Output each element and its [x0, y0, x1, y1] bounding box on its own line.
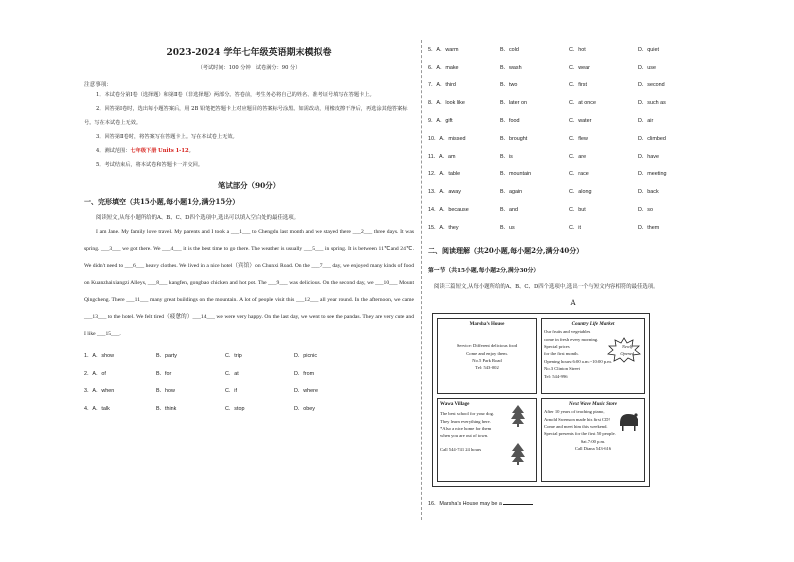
cloze-instructions: 阅读短文,从每小题所给的A、B、C、D四个选项中,选出可以填入空白处的最佳选项。	[96, 215, 300, 221]
ad-line: Call 544-741 24 hours	[440, 446, 482, 452]
note-scope-suffix: 。	[188, 148, 194, 154]
note-item: 2．回答第Ⅰ卷时，选出每小题答案后，用 2B 铅笔把答题卡上对应题目的答案标号涂黑。如需改动，用橡皮擦干净后，再选涂其他答案标号。写在本试卷上无效。	[84, 106, 408, 126]
note-scope-highlight: 七年级下册 Units 1-12	[130, 148, 189, 154]
option-a: 13．A．away	[428, 189, 461, 196]
option-c: C．it	[569, 224, 581, 231]
option-b: B．mountain	[500, 171, 532, 178]
option-d: D．from	[294, 370, 315, 377]
option-d: D．quiet	[638, 46, 659, 53]
ad-title: Wawa Village	[440, 401, 470, 407]
option-b: B．wash	[500, 64, 522, 71]
option-a: 9．A．gift	[428, 118, 453, 125]
option-c: C．water	[569, 118, 592, 125]
option-c: C．trip	[225, 352, 242, 359]
ad-line: Our fruits and vegetables	[544, 329, 591, 335]
question-16-text: 16．Marsha’s House may be a	[428, 500, 502, 507]
option-b: B．later on	[500, 100, 527, 107]
option-a: 15．A．they	[428, 224, 459, 231]
option-a: 10．A．missed	[428, 135, 466, 142]
option-row	[428, 40, 718, 58]
option-row	[428, 147, 718, 165]
ad-line: They learn everything here.	[440, 418, 491, 424]
written-part-title: 笔试部分（90分）	[217, 181, 281, 190]
passage-letter: A	[570, 298, 576, 307]
option-a: 4．A．talk	[84, 406, 110, 413]
option-d: D．them	[638, 224, 660, 231]
option-d: D．air	[638, 118, 654, 125]
option-b: B．and	[500, 207, 518, 214]
cloze-options-left	[84, 346, 414, 417]
cloze-passage: I am Jane. My family love travel. My parents and I took a ___1___ to Chengdu last month and we stayed there ___2___ three days. It was spring. ___3___ we got there. We ___4___ it is the best time to go there. The weather is usually ___5___ in spring. It is between 11℃and 24℃. We didn't need to ___6___ heavy clothes. We lived in a nice hotel（宾馆）on Chunxi Road. On the ___7___ day, we enjoyed many kinds of food on Kuanzhaixiangzi Alleys, ___8___ kangfen, gongbao chicken and hot pot. The ___9___ was delicious. On the second day, we ___10___ Mount Qingcheng. There ___11___ many great buildings on the mountain. A lot of people visit this ___12___ all year round. In the afternoon, we came ___13___ to the hotel. We felt tired（疲惫的）___14___ we were very happy. On the last day, we went to see the pandas. They are very cute and I like ___15___.	[84, 229, 414, 337]
option-b: B．food	[500, 118, 520, 125]
option-d: D．climbed	[638, 135, 666, 142]
option-d: D．where	[294, 388, 318, 395]
option-a: 8．A．look like	[428, 100, 465, 107]
ad-line: Special presents for the first 50 people.	[544, 431, 616, 437]
option-a: 11．A．am	[428, 153, 456, 160]
option-b: B．two	[500, 82, 518, 89]
option-a: 12．A．table	[428, 171, 461, 178]
ad-title: Marsha’s House	[469, 321, 505, 327]
option-d: D．so	[638, 207, 653, 214]
ad-line: After 10 years of teaching piano,	[544, 409, 605, 415]
reading-section-title: 二、阅读理解（共20小题,每小题2分,满分40分）	[428, 245, 584, 255]
option-c: C．along	[569, 189, 592, 196]
option-c: C．are	[569, 153, 587, 160]
note-item: 1．本试卷分第Ⅰ卷（选择题）和第Ⅱ卷（非选择题）两部分。答卷前，考生务必将自己的姓名、准考证号填写在答题卡上。	[96, 92, 375, 98]
exam-info: （考试时间：100 分钟 试卷满分：90 分）	[197, 65, 301, 71]
column-divider	[421, 40, 422, 520]
reading-subsection-title: 第一节（共15小题,每小题2分,满分30分）	[428, 267, 540, 274]
right-column	[428, 40, 718, 507]
option-c: C．stop	[225, 406, 245, 413]
option-c: C．first	[569, 82, 587, 89]
note-scope-prefix: 4．测试范围：	[96, 148, 131, 154]
ad-line: Arnold Swenson made his first CD!	[544, 416, 610, 422]
option-d: D．obey	[294, 406, 315, 413]
option-d: D．back	[638, 189, 659, 196]
ad-line: Come and meet him this weekend.	[544, 423, 608, 429]
cloze-section-title: 一、完形填空（共15小题,每小题1分,满分15分）	[84, 197, 240, 206]
ad-wawa-village	[437, 398, 537, 482]
option-d: D．use	[638, 64, 656, 71]
badge-opened: Opened	[620, 350, 634, 356]
option-b: B．is	[500, 153, 513, 160]
option-row	[428, 111, 718, 129]
option-d: D．second	[638, 82, 665, 89]
option-c: C．hot	[569, 46, 586, 53]
ad-line: when you are out of town.	[440, 433, 489, 439]
ad-line: come in fresh every morning.	[544, 336, 599, 342]
notes-heading: 注意事项：	[84, 82, 112, 88]
badge-newly: Newly	[622, 343, 633, 349]
option-row	[84, 364, 414, 382]
option-a: 3．A．when	[84, 388, 115, 395]
option-c: C．if	[225, 388, 237, 395]
ad-next-wave-music-store	[541, 398, 645, 482]
left-column	[84, 40, 414, 417]
ad-country-life-market	[541, 318, 645, 394]
option-a: 7．A．third	[428, 82, 456, 89]
option-b: B．for	[156, 370, 172, 377]
option-b: B．cold	[500, 46, 519, 53]
option-row	[84, 346, 414, 364]
option-c: C．race	[569, 171, 589, 178]
ad-line: Come and enjoy them.	[466, 350, 508, 356]
ad-line: No.5 Park Road	[472, 357, 502, 363]
ad-marsha-house	[437, 318, 537, 394]
option-a: 5．A．warm	[428, 46, 459, 53]
ad-line: Call Diana 543-616	[574, 446, 612, 452]
option-c: C．flew	[569, 135, 588, 142]
ad-title: Next Wave Music Store	[568, 401, 617, 407]
option-a: 14．A．because	[428, 207, 469, 214]
piano-icon	[618, 411, 640, 431]
option-row	[428, 58, 718, 76]
option-row	[428, 93, 718, 111]
option-row	[428, 200, 718, 218]
tree-icon	[510, 443, 526, 465]
note-item: 3．回答第Ⅱ卷时，将答案写在答题卡上。写在本试卷上无效。	[96, 134, 238, 140]
option-d: D．picnic	[294, 352, 318, 359]
question-16	[428, 498, 718, 507]
ad-line: Special prices	[544, 343, 570, 349]
ad-title: Country Life Market	[571, 321, 615, 327]
ad-line: *Also a nice home for them	[440, 425, 492, 431]
option-b: B．party	[156, 352, 177, 359]
advertisement-board	[432, 313, 650, 487]
option-row	[84, 399, 414, 417]
option-row	[428, 165, 718, 183]
cloze-options-right	[428, 40, 718, 236]
option-b: B．think	[156, 406, 177, 413]
option-d: D．meeting	[638, 171, 667, 178]
option-a: 6．A．make	[428, 64, 459, 71]
option-b: B．brought	[500, 135, 528, 142]
option-b: B．again	[500, 189, 523, 196]
option-b: B．how	[156, 388, 175, 395]
option-row	[428, 76, 718, 94]
note-item-scope	[84, 144, 414, 158]
option-row	[428, 182, 718, 200]
page-title: 2023-2024 学年七年级英语期末模拟卷	[166, 48, 332, 58]
ad-line: Service: Different delicious food	[456, 343, 518, 349]
option-c: C．at	[225, 370, 239, 377]
option-c: C．but	[569, 207, 586, 214]
ad-line: Opening hours:6:00 a.m.~10:00 p.m.	[544, 358, 612, 364]
option-a: 2．A．of	[84, 370, 106, 377]
ad-line: Sat.7:00 p.m.	[580, 438, 606, 444]
note-item: 5．考试结束后，将本试卷和答题卡一并交回。	[96, 162, 204, 168]
option-c: C．at once	[569, 100, 596, 107]
option-d: D．such as	[638, 100, 666, 107]
ad-line: for the first month.	[544, 351, 579, 357]
option-a: 1．A．show	[84, 352, 114, 359]
option-c: C．wear	[569, 64, 590, 71]
option-b: B．us	[500, 224, 515, 231]
option-d: D．have	[638, 153, 659, 160]
ad-line: Tel: 544-996	[544, 373, 568, 379]
option-row	[428, 218, 718, 236]
tree-icon	[510, 405, 526, 427]
answer-blank[interactable]	[503, 498, 533, 505]
ad-line: No.3 Clinton Street	[544, 366, 580, 372]
option-row	[84, 382, 414, 400]
ad-line: Tel: 543-002	[475, 365, 499, 371]
option-row	[428, 129, 718, 147]
ad-line: The best school for your dog.	[440, 411, 495, 417]
reading-instructions: 阅读三篇短文,从每小题所给的A、B、C、D四个选项中,选出一个与短文内容相符的最佳选项。	[434, 283, 659, 290]
